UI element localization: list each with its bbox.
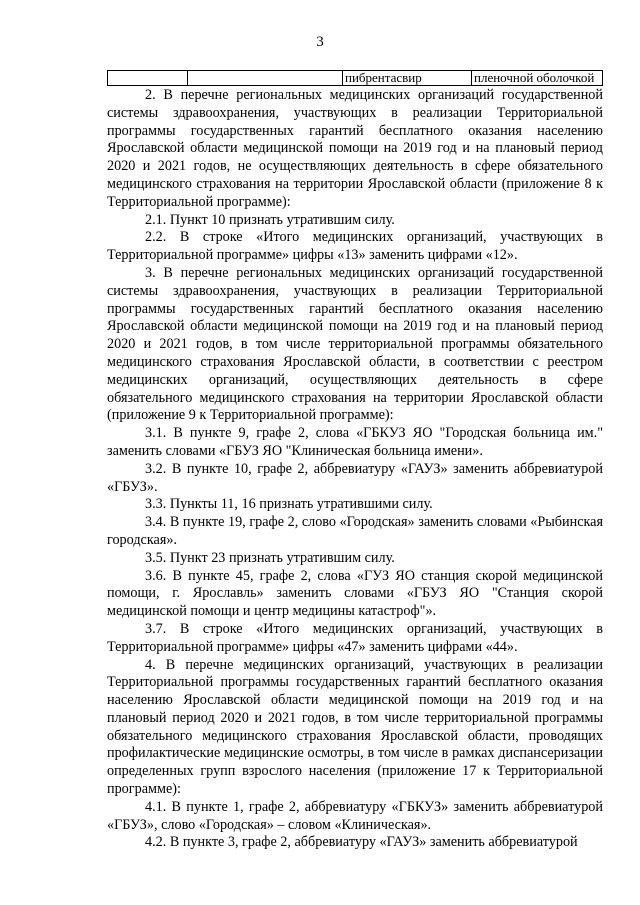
paragraph-2-2: 2.2. В строке «Итого медицинских организаций, участвующих в Территориальной программе» цифры «13» заменить цифрами «12». (107, 229, 603, 264)
table-cell: пленочной оболочкой (472, 71, 603, 86)
table-cell (108, 71, 188, 86)
paragraph-3-3: 3.3. Пункты 11, 16 признать утратившими силу. (145, 496, 433, 513)
table-row (108, 71, 603, 86)
paragraph-4: 4. В перечне медицинских организаций, участвующих в реализации Территориальной программы государственных гарантий бесплатного оказания населению Ярославской области медицинской помощи на 2019 год и на плановый период 2020 и 2021 годов, в том числе территориальной программы обязательного медицинского страхования Ярославской области, проводящих профилактические медицинские осмотры, в том числе в рамках диспансеризации определенных групп взрослого населения (приложение 17 к Территориальной программе): (107, 656, 603, 798)
paragraph-3-7: 3.7. В строке «Итого медицинских организаций, участвующих в Территориальной программе» цифры «47» заменить цифрами «44». (107, 620, 603, 655)
paragraph-3-6: 3.6. В пункте 45, графе 2, слова «ГУЗ ЯО станция скорой медицинской помощи, г. Ярославль» заменить словами «ГБУЗ ЯО "Станция скорой медицинской помощи и центр медицины катастроф"». (107, 567, 603, 620)
table-cell: пибрентасвир (343, 71, 472, 86)
paragraph-3-1: 3.1. В пункте 9, графе 2, слова «ГБКУЗ ЯО "Городская больница им." заменить словами «ГБУЗ ЯО "Клиническая больница имени». (107, 425, 603, 459)
paragraph-3: 3. В перечне региональных медицинских организаций государственной системы здравоохранения, участвующих в реализации Территориальной программы государственных гарантий бесплатного оказания населению Ярославской области медицинской помощи на 2019 год и на плановый период 2020 и 2021 годов, в том числе территориальной программы обязательного медицинского страхования Ярославской области, в соответствии с реестром медицинских организаций, осуществляющих деятельность в сфере обязательного медицинского страхования на территории Ярославской области (приложение 9 к Территориальной программе): (107, 264, 603, 424)
paragraph-2-1: 2.1. Пункт 10 признать утратившим силу. (145, 211, 395, 228)
document-body (107, 87, 603, 852)
continuation-table (107, 70, 603, 86)
paragraph-4-2: 4.2. В пункте 3, графе 2, аббревиатуру «ГАУЗ» заменить аббревиатурой (145, 834, 578, 851)
paragraph-3-2: 3.2. В пункте 10, графе 2, аббревиатуру «ГАУЗ» заменить аббревиатурой «ГБУЗ». (107, 460, 603, 495)
paragraph-3-5: 3.5. Пункт 23 признать утратившим силу. (145, 549, 395, 566)
table-cell (188, 71, 343, 86)
paragraph-4-1: 4.1. В пункте 1, графе 2, аббревиатуру «ГБКУЗ» заменить аббревиатурой «ГБУЗ», слово «Городская» – словом «Клиническая». (107, 798, 603, 833)
page-number: 3 (316, 34, 324, 50)
paragraph-3-4: 3.4. В пункте 19, графе 2, слово «Городская» заменить словами «Рыбинская городская». (107, 514, 603, 548)
paragraph-2: 2. В перечне региональных медицинских организаций государственной системы здравоохранения, участвующих в реализации Территориальной программы государственных гарантий бесплатного оказания населению Ярославской области медицинской помощи на 2019 год и на плановый период 2020 и 2021 годов, не осуществляющих деятельность в сфере обязательного медицинского страхования на территории Ярославской области (приложение 8 к Территориальной программе): (107, 87, 603, 210)
